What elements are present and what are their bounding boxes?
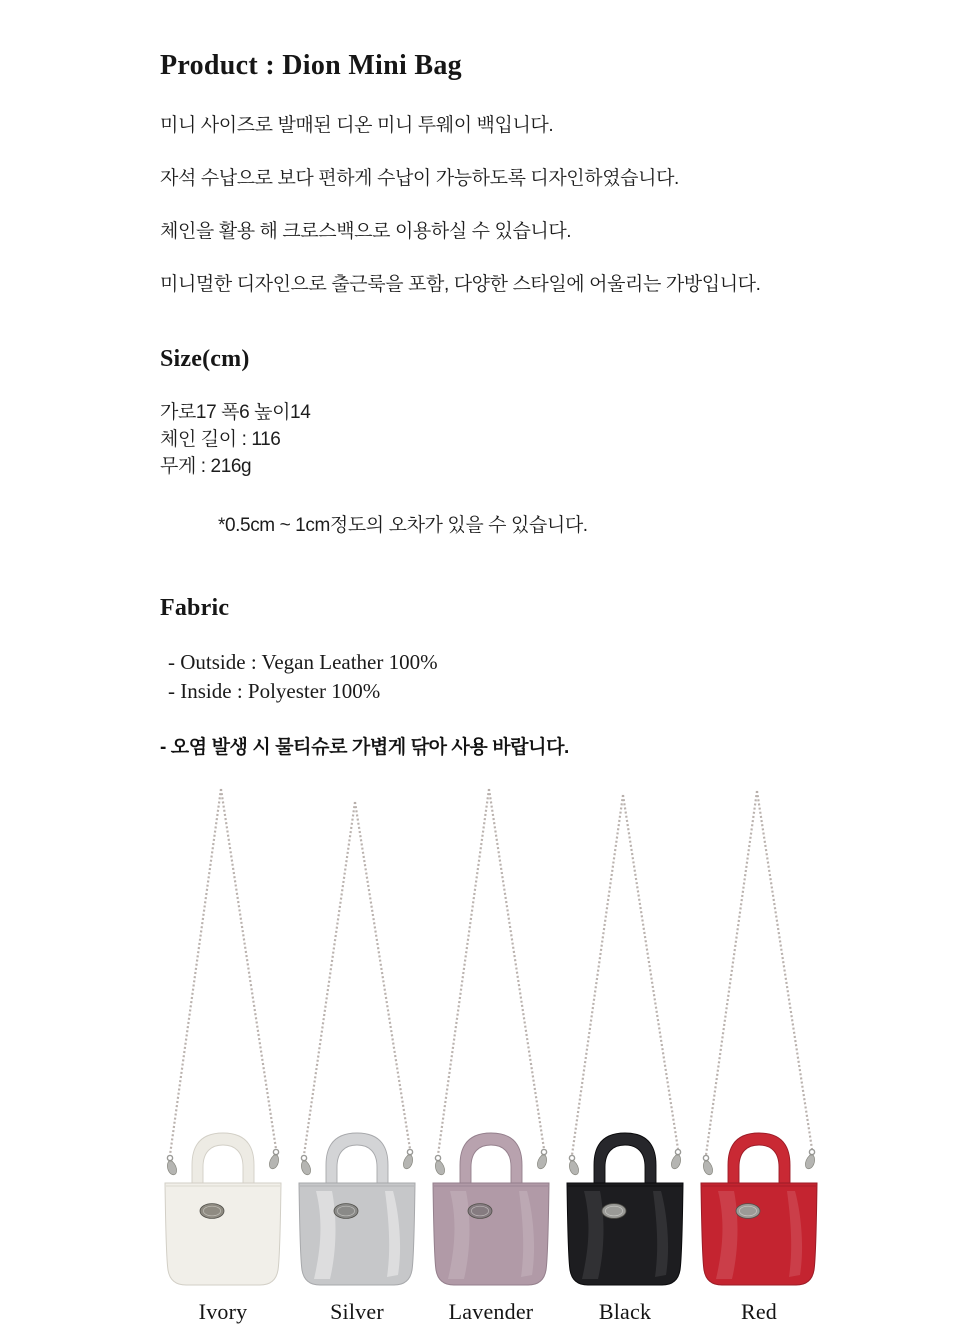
clasp-right-icon bbox=[403, 1149, 412, 1168]
bag-color-label: Ivory bbox=[198, 1299, 248, 1324]
bag-photo bbox=[692, 783, 826, 1295]
bag-photo bbox=[290, 783, 424, 1295]
bag-photo bbox=[156, 783, 290, 1295]
logo-badge-icon bbox=[468, 1204, 492, 1219]
page-title: Product : Dion Mini Bag bbox=[160, 50, 462, 81]
fabric-spec-list bbox=[168, 648, 920, 706]
clasp-left-icon bbox=[703, 1155, 712, 1174]
clasp-right-icon bbox=[269, 1149, 278, 1168]
clasp-right-icon bbox=[537, 1149, 546, 1168]
bag-handle bbox=[460, 1133, 522, 1186]
clasp-right-icon bbox=[805, 1149, 814, 1168]
description-line: 체인을 활용 해 크로스백으로 이용하실 수 있습니다. bbox=[160, 221, 572, 242]
crossbody-chain bbox=[438, 789, 544, 1155]
logo-badge-icon bbox=[334, 1204, 358, 1219]
bag-variant bbox=[558, 783, 692, 1325]
description-line: 자석 수납으로 보다 편하게 수납이 가능하도록 디자인하였습니다. bbox=[160, 168, 679, 189]
bag-color-label: Lavender bbox=[448, 1299, 534, 1324]
size-spec-weight: 무게 : 216g bbox=[160, 456, 252, 477]
bag-variant bbox=[424, 783, 558, 1325]
crossbody-chain bbox=[304, 802, 410, 1155]
fabric-section-heading: Fabric bbox=[160, 595, 230, 621]
crossbody-chain bbox=[170, 789, 276, 1155]
logo-badge-icon bbox=[200, 1204, 224, 1219]
crossbody-chain bbox=[706, 791, 812, 1155]
size-spec-list bbox=[160, 399, 920, 480]
logo-badge-icon bbox=[736, 1204, 760, 1219]
size-spec-dimensions: 가로17 폭6 높이14 bbox=[160, 402, 311, 423]
clasp-left-icon bbox=[301, 1155, 310, 1174]
size-spec-chain-length: 체인 길이 : 116 bbox=[160, 429, 281, 450]
clasp-left-icon bbox=[569, 1155, 578, 1174]
fabric-inside: - Inside : Polyester 100% bbox=[168, 679, 381, 703]
size-tolerance-note: *0.5cm ~ 1cm정도의 오차가 있을 수 있습니다. bbox=[218, 515, 588, 536]
bag-color-label: Silver bbox=[330, 1299, 384, 1324]
bag-handle bbox=[192, 1133, 254, 1186]
bag-photo bbox=[424, 783, 558, 1295]
bag-color-label: Red bbox=[740, 1299, 778, 1324]
bag-handle bbox=[326, 1133, 388, 1186]
bag-variant bbox=[290, 783, 424, 1325]
description-line: 미니 사이즈로 발매된 디온 미니 투웨이 백입니다. bbox=[160, 115, 554, 136]
description-line: 미니멀한 디자인으로 출근룩을 포함, 다양한 스타일에 어울리는 가방입니다. bbox=[160, 274, 761, 295]
bag-color-label: Black bbox=[598, 1299, 652, 1324]
clasp-left-icon bbox=[435, 1155, 444, 1174]
clasp-left-icon bbox=[167, 1155, 176, 1174]
logo-badge-icon bbox=[602, 1204, 626, 1219]
bag-photo bbox=[558, 783, 692, 1295]
care-instruction-note: - 오염 발생 시 물티슈로 가볍게 닦아 사용 바랍니다. bbox=[160, 737, 569, 758]
bag-gallery bbox=[156, 783, 828, 1325]
bag-variant bbox=[692, 783, 826, 1325]
crossbody-chain bbox=[572, 795, 678, 1155]
bag-handle bbox=[728, 1133, 790, 1186]
bag-handle bbox=[594, 1133, 656, 1186]
fabric-outside: - Outside : Vegan Leather 100% bbox=[168, 650, 438, 674]
size-section-heading: Size(cm) bbox=[160, 346, 250, 372]
bag-variant bbox=[156, 783, 290, 1325]
clasp-right-icon bbox=[671, 1149, 680, 1168]
